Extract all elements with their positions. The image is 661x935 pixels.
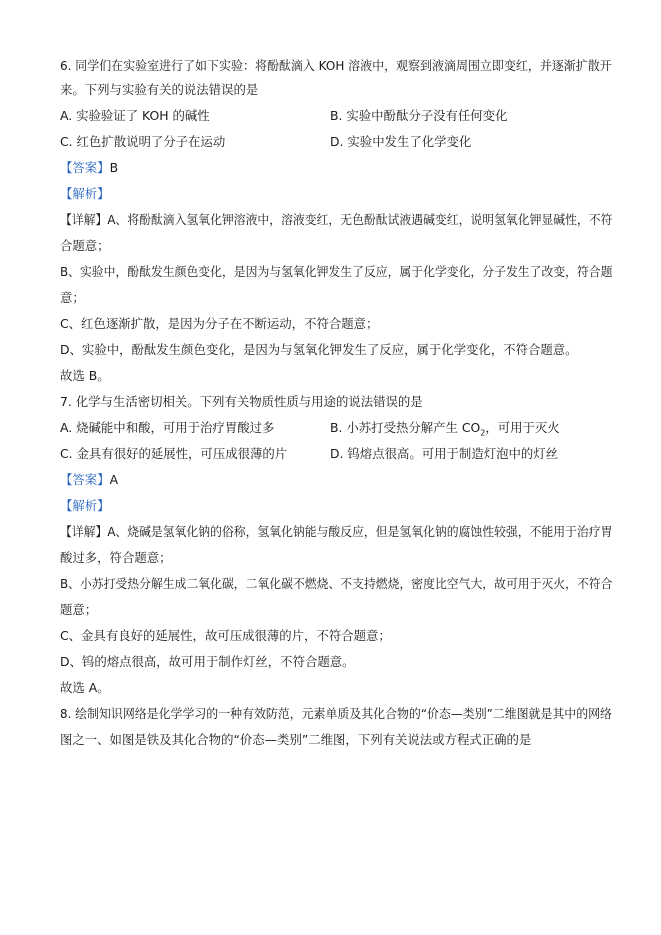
q7-answer-value: A bbox=[109, 472, 119, 487]
q6-detail-line3: B、实验中，酚酞发生颜色变化，是因为与氢氧化钾发生了反应，属于化学变化，分子发生了改变，符合题 bbox=[60, 264, 613, 279]
q6-detail-line1: 【详解】A、将酚酞滴入氢氧化钾溶液中，溶液变红，无色酚酞试液遇碱变红，说明氢氧化钾显碱性，不符 bbox=[60, 212, 613, 227]
q6-option-c: C. 红色扩散说明了分子在运动 bbox=[60, 134, 226, 149]
q7-detail-line3: B、小苏打受热分解生成二氧化碳，二氧化碳不燃烧、不支持燃烧，密度比空气大，故可用于灭火，不符合 bbox=[60, 576, 613, 591]
q7-detail-line4: 题意； bbox=[60, 602, 98, 617]
q7-option-b-tail: ，可用于灭火 bbox=[485, 420, 560, 435]
q6-answer-line bbox=[60, 160, 118, 176]
q6-analysis-tag: 【解析】 bbox=[60, 186, 110, 201]
q8-stem-line2: 图之一、如图是铁及其化合物的“价态—类别”二维图，下列有关说法或方程式正确的是 bbox=[60, 732, 532, 747]
q7-option-a: A. 烧碱能中和酸，可用于治疗胃酸过多 bbox=[60, 420, 275, 435]
q6-detail-line2: 合题意； bbox=[60, 238, 110, 253]
q7-stem: 7. 化学与生活密切相关。下列有关物质性质与用途的说法错误的是 bbox=[60, 394, 423, 409]
q6-stem-line2: 来。下列与实验有关的说法错误的是 bbox=[60, 82, 259, 97]
q7-answer-tag: 【答案】 bbox=[60, 472, 110, 487]
q7-detail-line5: C、金具有良好的延展性，故可压成很薄的片，不符合题意； bbox=[60, 628, 391, 643]
q7-detail-line2: 酸过多，符合题意； bbox=[60, 550, 172, 565]
q7-option-b-subscript: 2 bbox=[480, 428, 486, 438]
q7-option-c: C. 金具有很好的延展性，可压成很薄的片 bbox=[60, 446, 288, 461]
q7-detail-line6: D、钨的熔点很高，故可用于制作灯丝，不符合题意。 bbox=[60, 654, 355, 669]
q7-option-b-text: B. 小苏打受热分解产生 CO bbox=[330, 420, 481, 435]
q6-detail-line4: 意； bbox=[60, 290, 85, 305]
q6-conclusion: 故选 B。 bbox=[60, 368, 110, 383]
q6-detail-line5: C、红色逐渐扩散，是因为分子在不断运动，不符合题意； bbox=[60, 316, 379, 331]
q6-option-a: A. 实验验证了 KOH 的碱性 bbox=[60, 108, 210, 123]
q7-option-d: D. 钨熔点很高。可用于制造灯泡中的灯丝 bbox=[330, 446, 559, 461]
q7-answer-line bbox=[60, 472, 118, 488]
q6-detail-line6: D、实验中，酚酞发生颜色变化，是因为与氢氧化钾发生了反应，属于化学变化，不符合题意。 bbox=[60, 342, 578, 357]
q7-analysis-tag: 【解析】 bbox=[60, 498, 110, 513]
q6-stem-line1: 6. 同学们在实验室进行了如下实验：将酚酞滴入 KOH 溶液中，观察到液滴周围立即变红，并逐渐扩散开 bbox=[60, 58, 612, 73]
q7-detail-line1: 【详解】A、烧碱是氢氧化钠的俗称，氢氧化钠能与酸反应，但是氢氧化钠的腐蚀性较强，不能用于治疗胃 bbox=[60, 524, 613, 539]
q6-option-b: B. 实验中酚酞分子没有任何变化 bbox=[330, 108, 508, 123]
q8-stem-line1: 8. 绘制知识网络是化学学习的一种有效防范，元素单质及其化合物的“价态—类别”二维图就是其中的网络 bbox=[60, 706, 612, 721]
q6-answer-value: B bbox=[109, 160, 119, 175]
q6-option-d: D. 实验中发生了化学变化 bbox=[330, 134, 472, 149]
q7-conclusion: 故选 A。 bbox=[60, 680, 110, 695]
q7-option-b bbox=[330, 420, 560, 436]
q6-answer-tag: 【答案】 bbox=[60, 160, 110, 175]
